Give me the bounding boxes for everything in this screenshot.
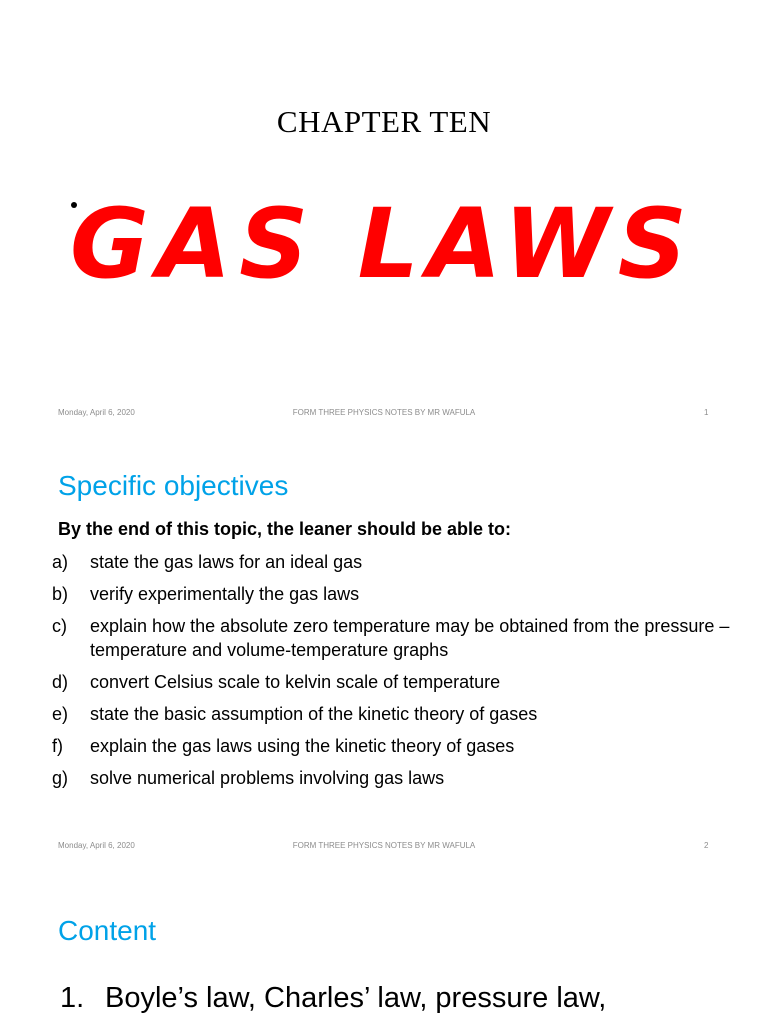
objective-item	[52, 766, 732, 790]
objective-item	[52, 670, 732, 694]
objective-text: convert Celsius scale to kelvin scale of temperature	[90, 672, 501, 692]
objective-marker: a)	[52, 552, 69, 572]
chapter-label: CHAPTER TEN	[276, 104, 492, 139]
objective-text: state the gas laws for an ideal gas	[90, 552, 363, 572]
objective-item	[52, 734, 732, 758]
objective-text: explain the gas laws using the kinetic theory of gases	[90, 736, 515, 756]
footer-title: FORM THREE PHYSICS NOTES BY MR WAFULA	[292, 841, 476, 850]
slide-heading: Specific objectives	[58, 470, 289, 501]
footer-page-number: 1	[704, 408, 709, 417]
footer-date: Monday, April 6, 2020	[58, 408, 135, 417]
objective-text: explain how the absolute zero temperature may be obtained from the pressure – temperature and volume-temperature graphs	[90, 616, 730, 660]
slide-1	[0, 0, 768, 436]
objectives-intro: By the end of this topic, the leaner should be able to:	[58, 519, 512, 539]
objectives-list	[52, 550, 732, 798]
objective-marker: c)	[52, 616, 67, 636]
objective-marker: g)	[52, 768, 69, 788]
objective-item	[52, 550, 732, 574]
content-item	[60, 982, 606, 1015]
slide-heading: Content	[58, 915, 157, 946]
content-item-number: 1.	[60, 982, 85, 1014]
objective-marker: f)	[52, 736, 63, 756]
objective-text: state the basic assumption of the kinetic theory of gases	[90, 704, 538, 724]
objective-marker: b)	[52, 584, 69, 604]
objective-item	[52, 582, 732, 606]
content-item-text: Boyle’s law, Charles’ law, pressure law,	[105, 982, 607, 1014]
objective-marker: d)	[52, 672, 69, 692]
chapter-title: GAS LAWS	[70, 188, 695, 300]
slide-3	[0, 872, 768, 1024]
slide-2	[0, 436, 768, 872]
objective-marker: e)	[52, 704, 69, 724]
objective-item	[52, 702, 732, 726]
objective-item	[52, 614, 732, 662]
footer-title: FORM THREE PHYSICS NOTES BY MR WAFULA	[292, 408, 476, 417]
footer-page-number: 2	[704, 841, 709, 850]
objective-text: solve numerical problems involving gas laws	[90, 768, 445, 788]
footer-date: Monday, April 6, 2020	[58, 841, 135, 850]
objective-text: verify experimentally the gas laws	[90, 584, 360, 604]
